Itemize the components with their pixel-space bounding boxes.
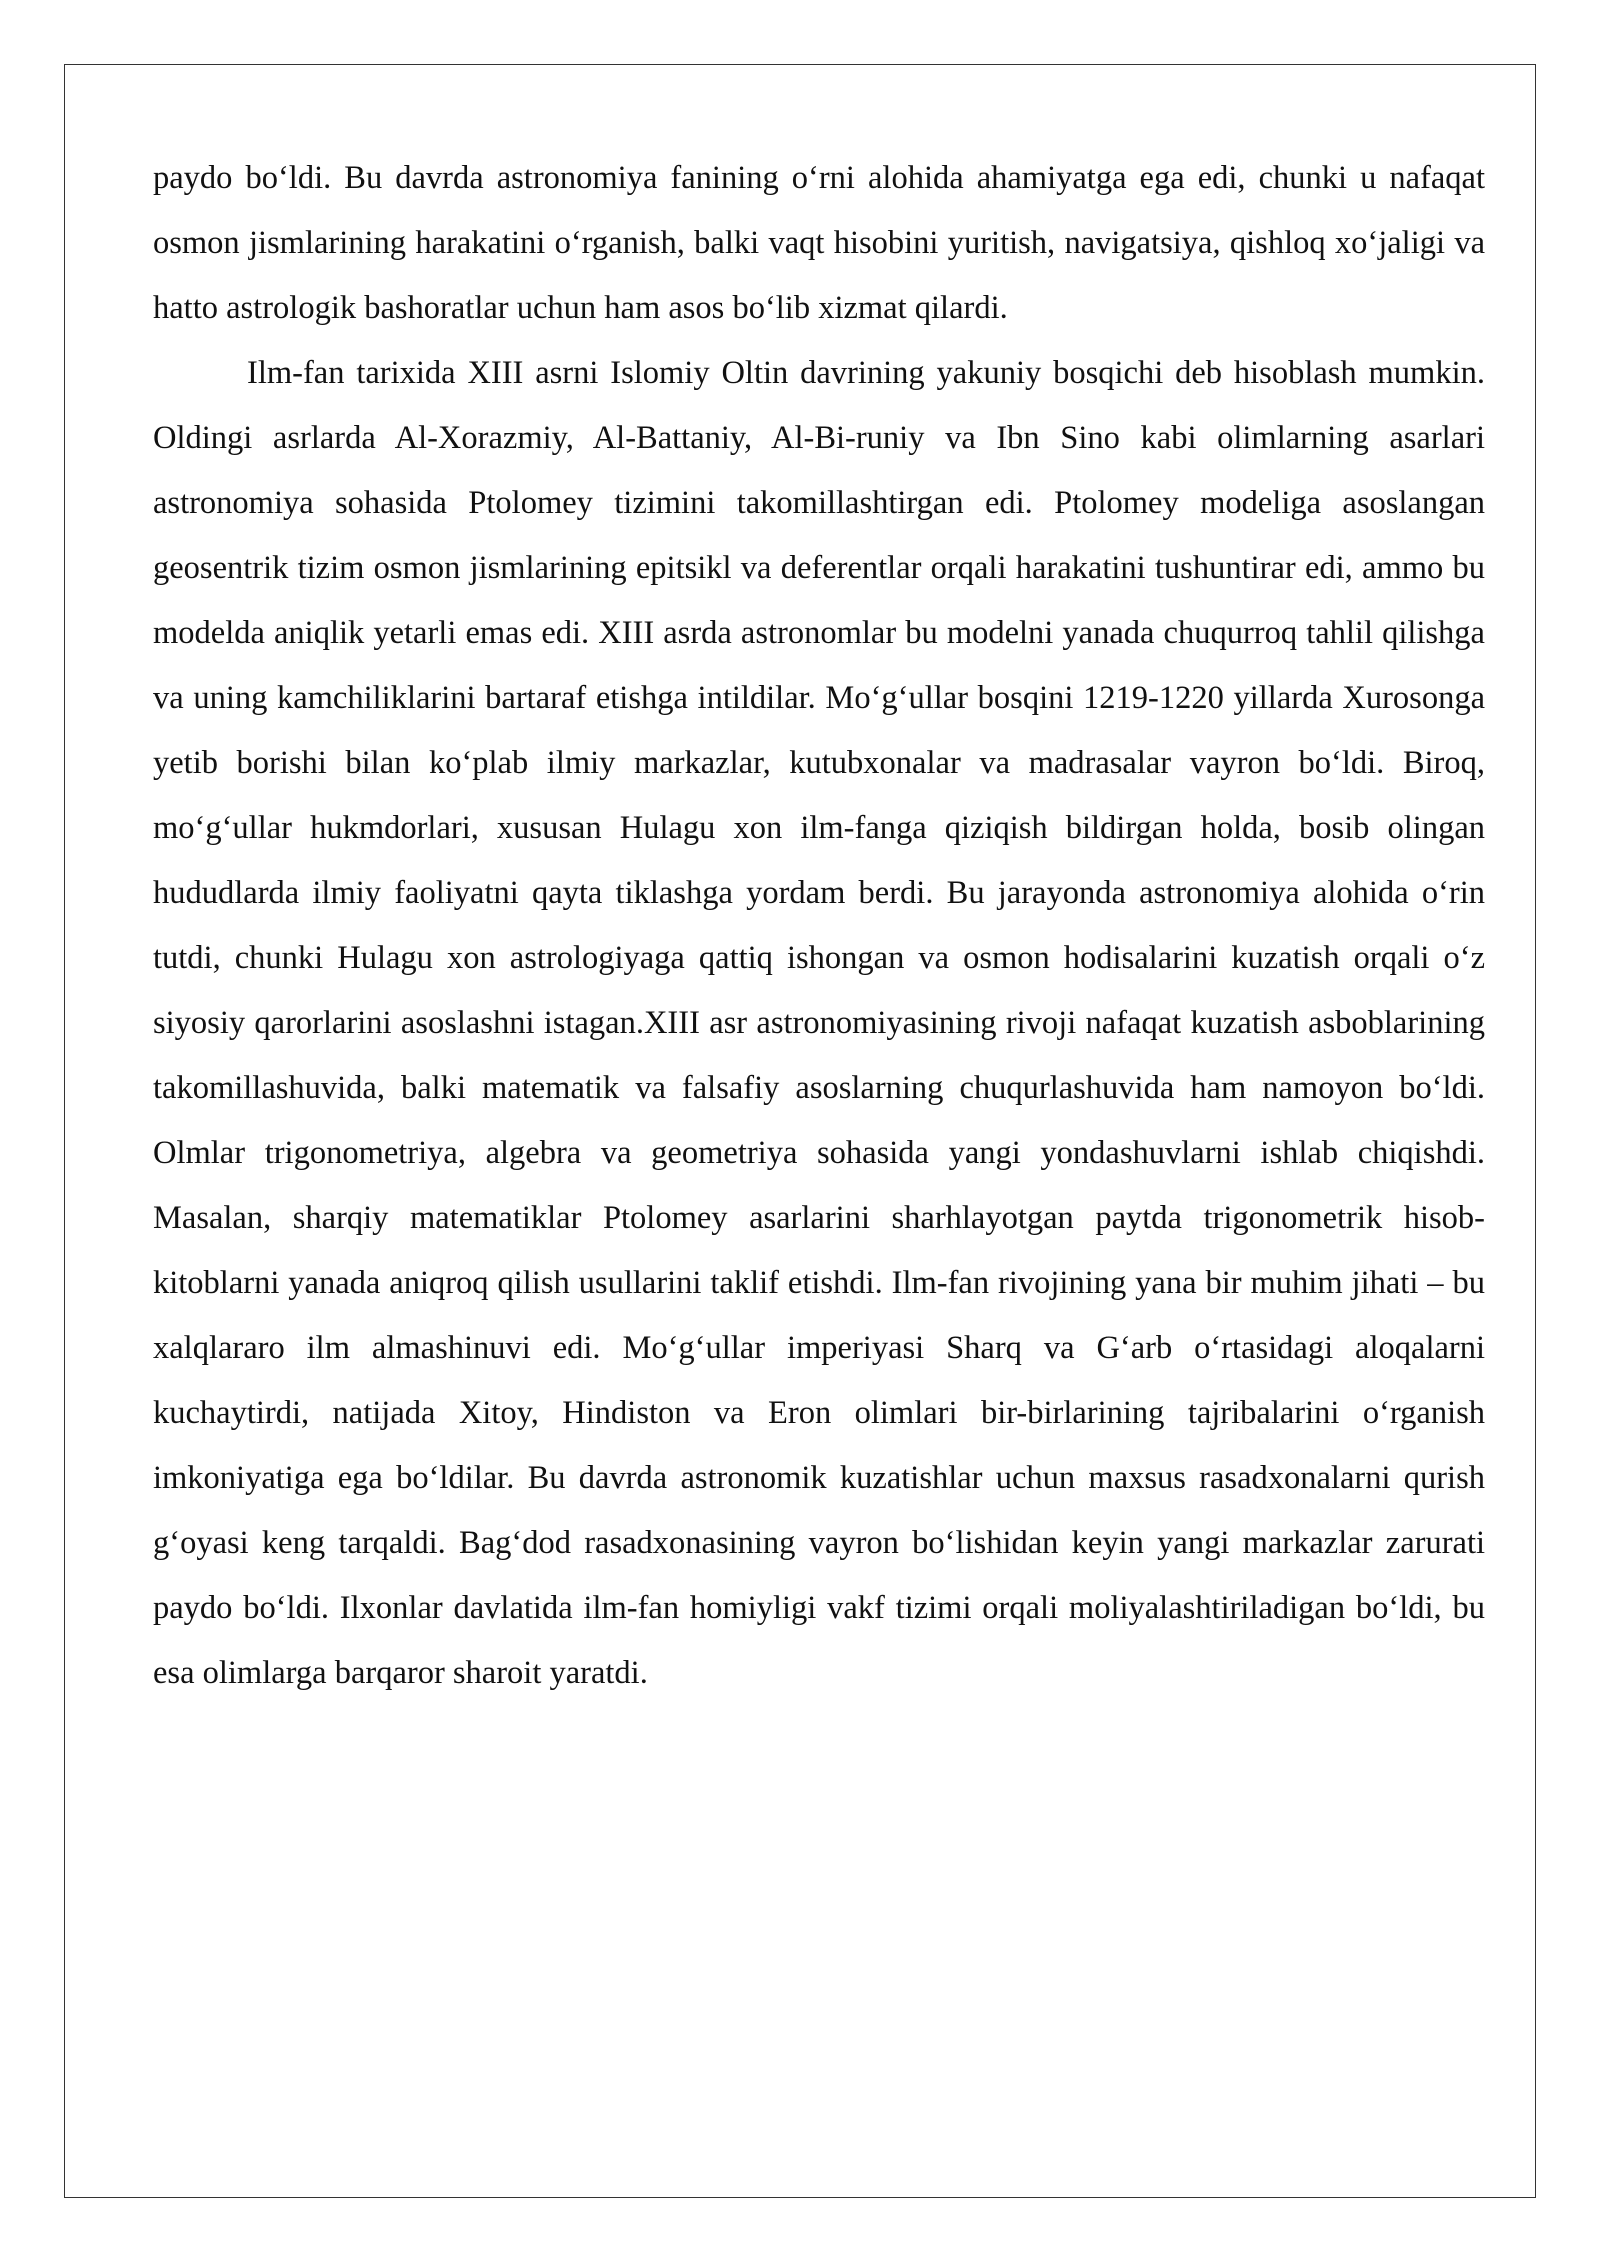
paragraph-continuation: paydo bo‘ldi. Bu davrda astronomiya fanining o‘rni alohida ahamiyatga ega edi, chunki u nafaqat osmon jismlarining harakatini o‘rganish, balki vaqt hisobini yuritish, navigatsiya, qishloq xo‘jaligi va hatto astrologik bashoratlar uchun ham asos bo‘lib xizmat qilardi. — [153, 160, 1485, 326]
document-body — [153, 146, 1485, 1706]
paragraph-main: Ilm-fan tarixida XIII asrni Islomiy Oltin davrining yakuniy bosqichi deb hisoblash mumkin. Oldingi asrlarda Al-Xorazmiy, Al-Battaniy, Al-Bi-runiy va Ibn Sino kabi olimlarning asarlari astronomiya sohasida Ptolomey tizimini takomillashtirgan edi. Ptolomey modeliga asoslangan geosentrik tizim osmon jismlarining epitsikl va deferentlar orqali harakatini tushuntirar edi, ammo bu modelda aniqlik yetarli emas edi. XIII asrda astronomlar bu modelni yanada chuqurroq tahlil qilishga va uning kamchiliklarini bartaraf etishga intildilar. Mo‘g‘ullar bosqini 1219-1220 yillarda Xurosonga yetib borishi bilan ko‘plab ilmiy markazlar, kutubxonalar va madrasalar vayron bo‘ldi. Biroq, mo‘g‘ullar hukmdorlari, xususan Hulagu xon ilm-fanga qiziqish bildirgan holda, bosib olingan hududlarda ilmiy faoliyatni qayta tiklashga yordam berdi. Bu jarayonda astronomiya alohida o‘rin tutdi, chunki Hulagu xon astrologiyaga qattiq ishongan va osmon hodisalarini kuzatish orqali o‘z siyosiy qarorlarini asoslashni istagan.XIII asr astronomiyasining rivoji nafaqat kuzatish asboblarining takomillashuvida, balki matematik va falsafiy asoslarning chuqurlashuvida ham namoyon bo‘ldi. Olmlar trigonometriya, algebra va geometriya sohasida yangi yondashuvlarni ishlab chiqishdi. Masalan, sharqiy matematiklar Ptolomey asarlarini sharhlayotgan paytda trigonometrik hisob-kitoblarni yanada aniqroq qilish usullarini taklif etishdi. Ilm-fan rivojining yana bir muhim jihati – bu xalqlararo ilm almashinuvi edi. Mo‘g‘ullar imperiyasi Sharq va G‘arb o‘rtasidagi aloqalarni kuchaytirdi, natijada Xitoy, Hindiston va Eron olimlari bir-birlarining tajribalarini o‘rganish imkoniyatiga ega bo‘ldilar. Bu davrda astronomik kuzatishlar uchun maxsus rasadxonalarni qurish g‘oyasi keng tarqaldi. Bag‘dod rasadxonasining vayron bo‘lishidan keyin yangi markazlar zarurati paydo bo‘ldi. Ilxonlar davlatida ilm-fan homiyligi vakf tizimi orqali moliyalashtiriladigan bo‘ldi, bu esa olimlarga barqaror sharoit yaratdi. — [153, 355, 1485, 1691]
